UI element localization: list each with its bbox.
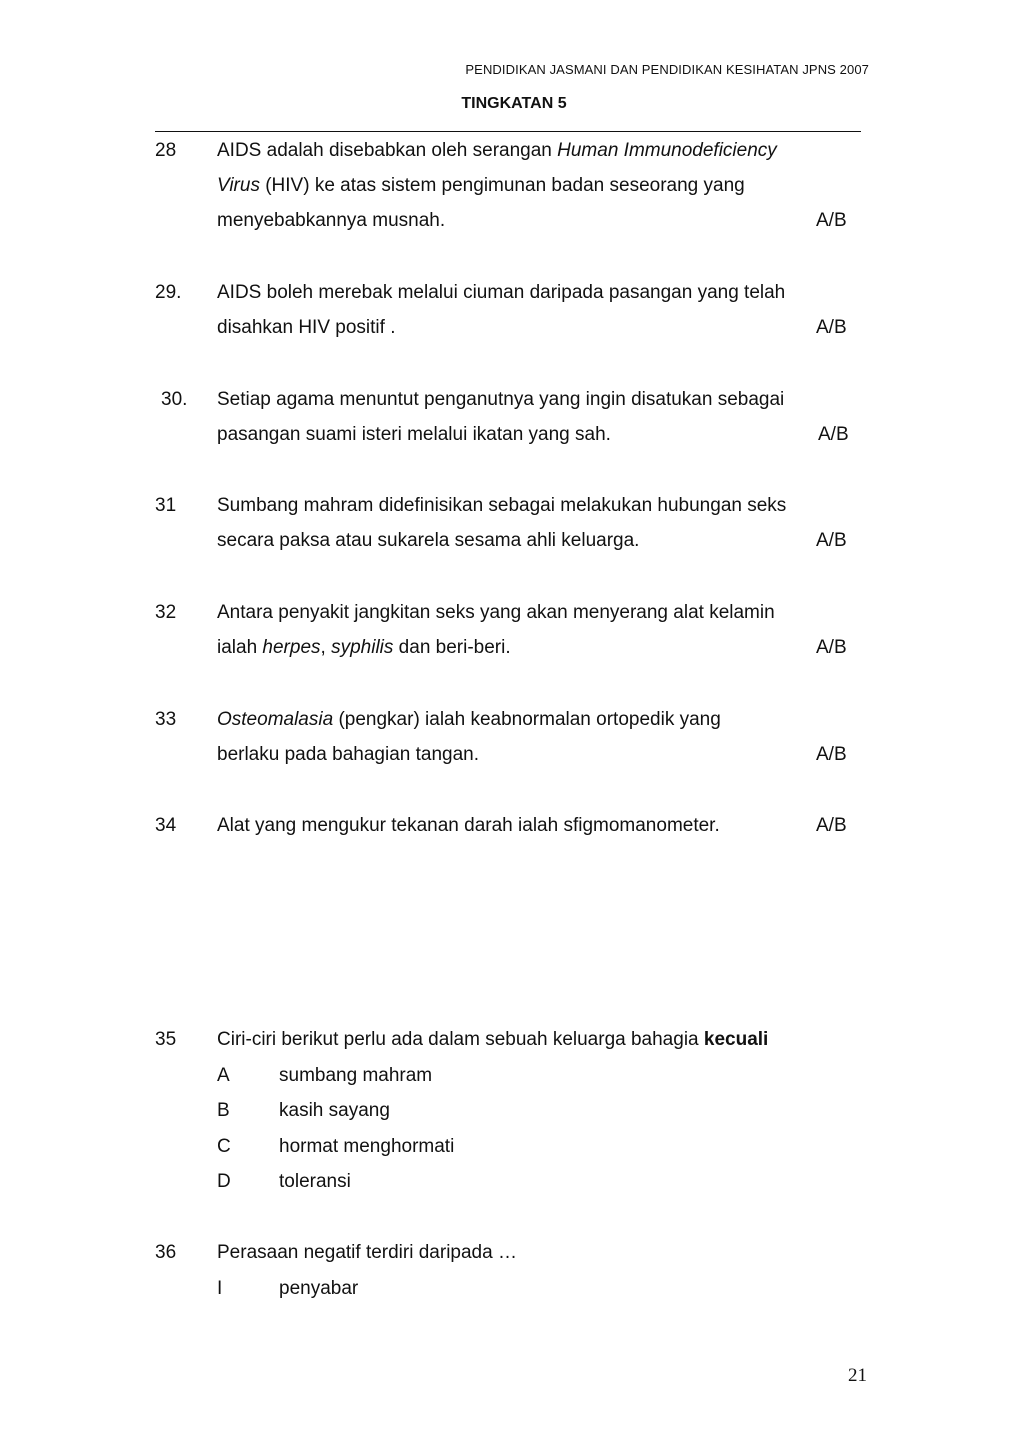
answer-option-ab: A/B xyxy=(816,744,847,765)
question-text-line: Setiap agama menuntut penganutnya yang ingin disatukan sebagai xyxy=(217,389,785,410)
page-header-level: TINGKATAN 5 xyxy=(461,95,567,112)
option-letter: I xyxy=(217,1278,223,1299)
question-text: (pengkar) ialah keabnormalan ortopedik yang xyxy=(333,709,721,730)
question-text: Ciri-ciri berikut perlu ada dalam sebuah keluarga bahagia xyxy=(217,1029,704,1050)
header-rule xyxy=(155,131,861,132)
question-text-italic: Osteomalasia xyxy=(217,709,334,730)
question-text-line xyxy=(217,630,511,666)
option-text: penyabar xyxy=(279,1278,359,1299)
question-number: 33 xyxy=(155,709,177,730)
question-text-italic: Human Immunodeficiency xyxy=(557,140,777,161)
question-text-line: secara paksa atau sukarela sesama ahli keluarga. xyxy=(217,530,640,551)
option-text: kasih sayang xyxy=(279,1100,390,1121)
question-number: 35 xyxy=(155,1029,177,1050)
question-text-line: menyebabkannya musnah. xyxy=(217,210,446,231)
question-text-line xyxy=(217,702,721,738)
question-number: 30. xyxy=(161,389,188,410)
option-letter: A xyxy=(217,1065,230,1086)
question-text-line: pasangan suami isteri melalui ikatan yang sah. xyxy=(217,424,611,445)
question-stem: Perasaan negatif terdiri daripada … xyxy=(217,1242,517,1263)
page-number: 21 xyxy=(848,1365,867,1386)
question-text: (HIV) ke atas sistem pengimunan badan seseorang yang xyxy=(259,175,745,196)
question-text: , xyxy=(320,637,332,658)
question-text-italic: Virus xyxy=(217,175,260,196)
question-number: 31 xyxy=(155,495,177,516)
question-text-line: disahkan HIV positif . xyxy=(217,317,396,338)
option-letter: C xyxy=(217,1136,231,1157)
option-letter: B xyxy=(217,1100,230,1121)
option-text: hormat menghormati xyxy=(279,1136,455,1157)
page-header-subject: PENDIDIKAN JASMANI DAN PENDIDIKAN KESIHATAN JPNS 2007 xyxy=(465,62,869,77)
question-stem xyxy=(217,1022,768,1058)
question-text: ialah xyxy=(217,637,263,658)
question-text-line: Sumbang mahram didefinisikan sebagai melakukan hubungan seks xyxy=(217,495,787,516)
question-text-italic: syphilis xyxy=(331,637,394,658)
answer-option-ab: A/B xyxy=(816,530,847,551)
question-number: 34 xyxy=(155,815,177,836)
option-letter: D xyxy=(217,1171,231,1192)
answer-option-ab: A/B xyxy=(816,210,847,231)
question-text: AIDS adalah disebabkan oleh serangan xyxy=(217,140,558,161)
answer-option-ab: A/B xyxy=(816,317,847,338)
question-text-line: Antara penyakit jangkitan seks yang akan menyerang alat kelamin xyxy=(217,602,775,623)
question-number: 32 xyxy=(155,602,177,623)
answer-option-ab: A/B xyxy=(818,424,849,445)
question-text-line: berlaku pada bahagian tangan. xyxy=(217,744,480,765)
option-text: toleransi xyxy=(279,1171,351,1192)
answer-option-ab: A/B xyxy=(816,637,847,658)
question-text: dan beri-beri. xyxy=(393,637,511,658)
question-number: 29. xyxy=(155,282,182,303)
answer-option-ab: A/B xyxy=(816,815,847,836)
question-text-line: Alat yang mengukur tekanan darah ialah sfigmomanometer. xyxy=(217,815,720,836)
question-text-bold: kecuali xyxy=(703,1029,769,1050)
question-text-italic: herpes xyxy=(262,637,321,658)
question-number: 28 xyxy=(155,140,177,161)
question-text-line: AIDS boleh merebak melalui ciuman daripada pasangan yang telah xyxy=(217,282,786,303)
question-text-line xyxy=(217,168,745,204)
option-text: sumbang mahram xyxy=(279,1065,433,1086)
question-number: 36 xyxy=(155,1242,177,1263)
question-text-line xyxy=(217,133,777,169)
